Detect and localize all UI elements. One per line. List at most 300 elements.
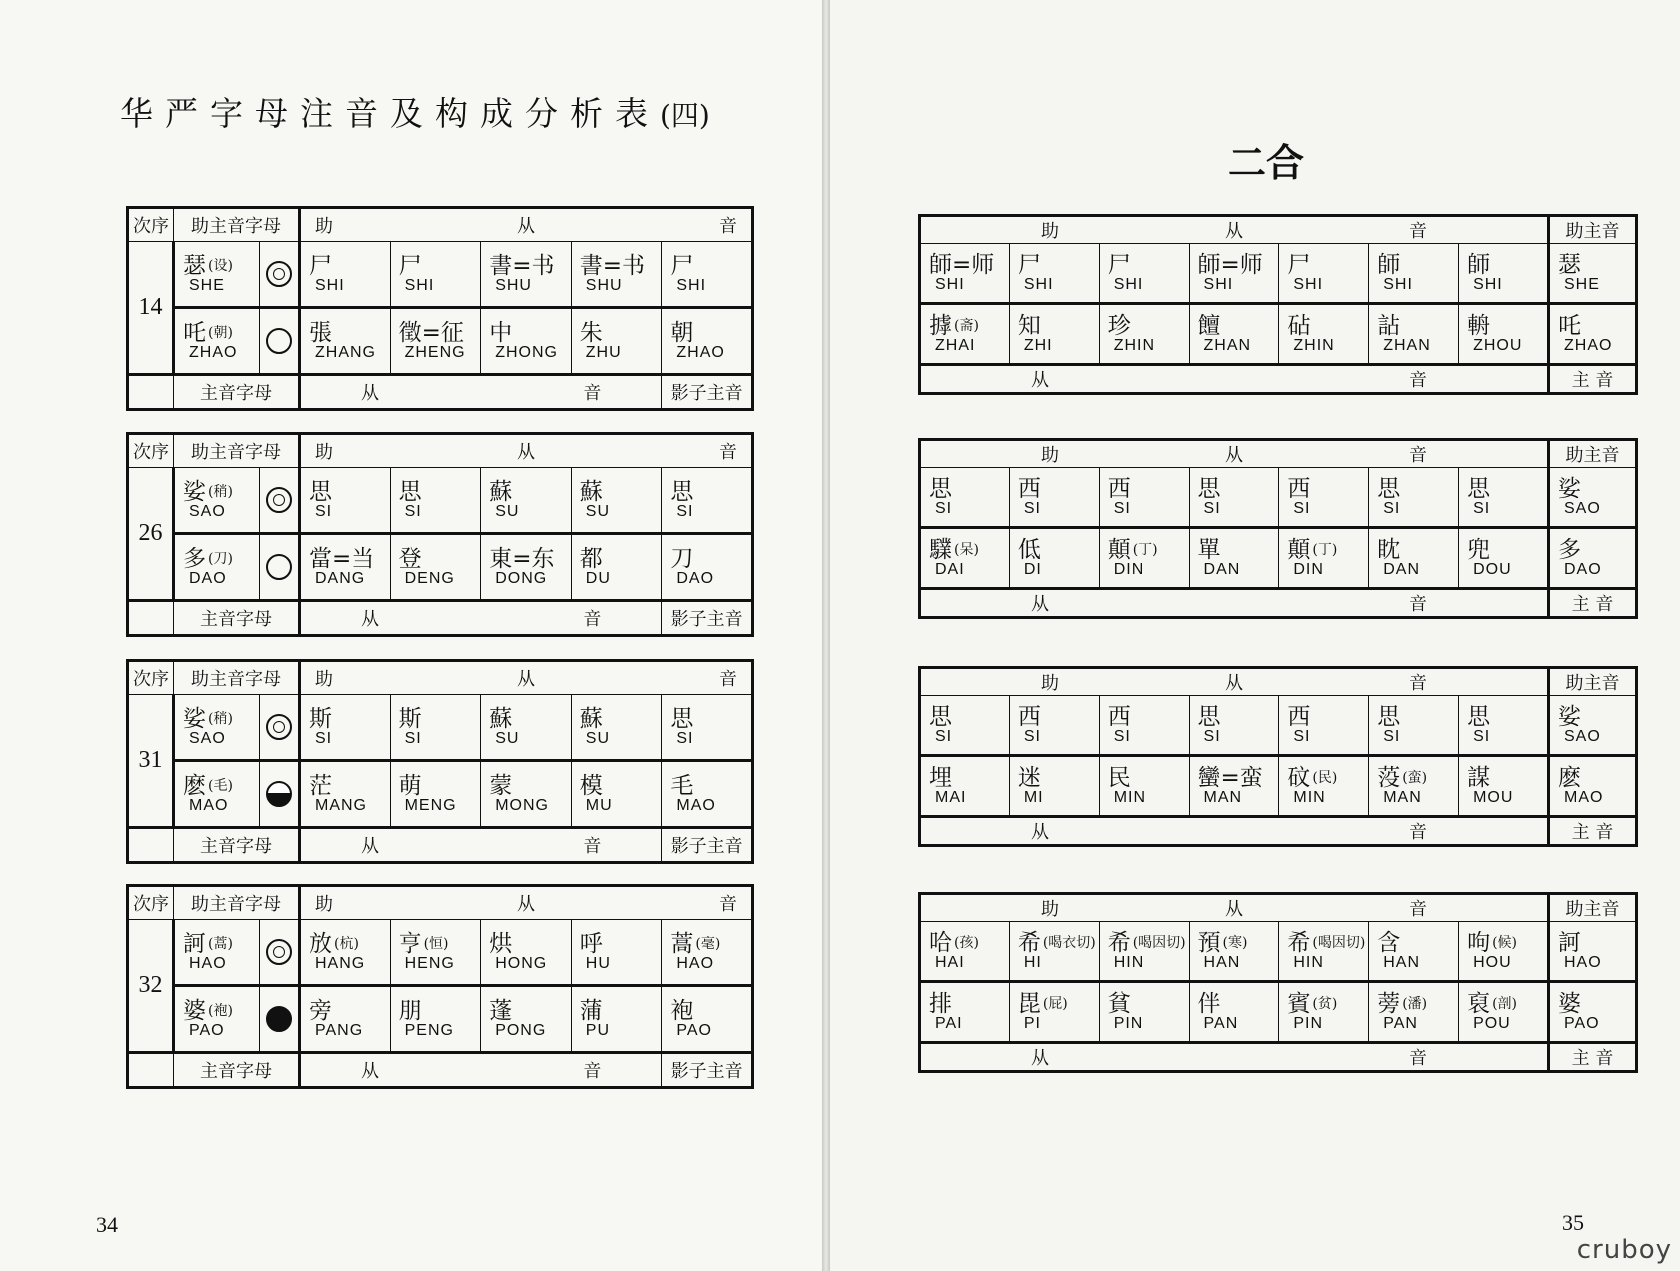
table-cell xyxy=(1369,244,1459,304)
character: 吒 xyxy=(1558,312,1581,339)
character: 西 xyxy=(1017,475,1041,502)
pinyin: ZHIN xyxy=(1293,336,1335,354)
annotation: (贫) xyxy=(1312,996,1338,1013)
annotation: (喝因切) xyxy=(1312,935,1366,952)
half-circle-icon xyxy=(266,781,292,807)
table-cell xyxy=(1009,756,1099,817)
table-cell xyxy=(662,986,753,1053)
table-cell xyxy=(662,920,753,986)
table-cell xyxy=(1459,982,1549,1043)
character: 思 xyxy=(670,478,694,505)
table-cell xyxy=(390,986,481,1053)
pinyin: MU xyxy=(585,796,613,814)
footer-main: 主音字母 xyxy=(174,1053,300,1088)
table-cell xyxy=(1459,244,1549,304)
pinyin: SHI xyxy=(1203,275,1234,293)
pinyin: POU xyxy=(1473,1014,1511,1032)
character: 亨 (恒) xyxy=(398,930,449,957)
table-cell xyxy=(571,308,662,375)
pinyin: DAO xyxy=(189,569,227,587)
annotation: (屁) xyxy=(1042,996,1068,1013)
double-circle-icon xyxy=(266,261,292,287)
annotation: (呆) xyxy=(954,542,979,559)
footer-shadow: 影子主音 xyxy=(662,601,753,636)
table-cell xyxy=(1369,756,1459,817)
table-cell xyxy=(481,242,572,308)
character: 蒿 (毫) xyxy=(670,930,721,957)
header-helper-main: 助主音字母 xyxy=(174,434,300,468)
table-cell xyxy=(1189,244,1279,304)
annotation: (剖) xyxy=(1492,996,1517,1013)
table-cell xyxy=(571,920,662,986)
character: 單 xyxy=(1197,536,1221,563)
pinyin: ZHAO xyxy=(189,343,238,361)
character: 娑 xyxy=(1558,475,1581,502)
pinyin: SU xyxy=(495,502,520,520)
annotation: (蛮) xyxy=(1402,770,1428,787)
pinyin: HAO xyxy=(1564,953,1602,971)
character: 娑 (稍) xyxy=(183,705,233,732)
character: 蒲 xyxy=(579,997,603,1024)
table-cell xyxy=(1099,922,1189,982)
table-cell xyxy=(1099,528,1189,589)
pinyin: HAN xyxy=(1203,953,1241,971)
annotation: (蒿) xyxy=(208,936,233,953)
footer-from-sound: 从 音 xyxy=(920,589,1549,618)
pinyin: MAN xyxy=(1203,788,1243,806)
double-circle-icon xyxy=(266,939,292,965)
pinyin: SHI xyxy=(1113,275,1144,293)
character: 莈 (蛮) xyxy=(1377,764,1428,791)
pinyin: PAN xyxy=(1383,1014,1418,1032)
pinyin: SI xyxy=(1383,727,1401,745)
character: 斯 xyxy=(309,705,332,732)
pinyin: MIN xyxy=(1293,788,1326,806)
table-cell xyxy=(1189,756,1279,817)
header-helper-from-sound: 助 从 音 xyxy=(300,661,753,695)
table-cell xyxy=(571,468,662,534)
character: 哈 (孩) xyxy=(929,929,979,956)
table-cell xyxy=(1189,922,1279,982)
footer-from-sound: 从 音 xyxy=(300,375,662,410)
table-cell xyxy=(920,756,1010,817)
table-cell xyxy=(390,534,481,601)
two-combination-table xyxy=(918,438,1638,619)
footer-from-sound: 从 音 xyxy=(920,1043,1549,1072)
table-cell xyxy=(1459,304,1549,365)
character: 書=书 xyxy=(579,252,646,279)
footer-from-sound: 从 音 xyxy=(920,817,1549,846)
footer-main: 主音字母 xyxy=(174,375,300,410)
table-cell xyxy=(1369,528,1459,589)
pinyin: HAN xyxy=(1383,953,1420,971)
table-cell xyxy=(481,468,572,534)
left-page xyxy=(0,0,822,1271)
table-cell xyxy=(481,761,572,828)
pinyin: DANG xyxy=(315,569,366,587)
header-order: 次序 xyxy=(128,661,174,695)
header-helper-main: 助主音 xyxy=(1549,440,1637,468)
character: 放 (杭) xyxy=(309,930,359,957)
pinyin: HIN xyxy=(1113,953,1145,971)
table-cell xyxy=(920,922,1010,982)
character: 師 xyxy=(1467,251,1491,278)
annotation: (毛) xyxy=(208,778,233,795)
table-cell xyxy=(481,695,572,761)
pinyin: SHE xyxy=(1564,275,1600,293)
character: 摢 (斋) xyxy=(929,312,979,339)
pinyin: PAI xyxy=(935,1014,963,1032)
character: 尸 xyxy=(1287,251,1311,278)
pinyin: MAO xyxy=(189,796,229,814)
pinyin: SHI xyxy=(1023,275,1054,293)
annotation: (设) xyxy=(208,258,233,275)
table-cell xyxy=(920,696,1010,756)
pinyin: SI xyxy=(935,499,953,517)
header-helper-from-sound: 助 从 音 xyxy=(920,216,1549,244)
pinyin: SI xyxy=(935,727,953,745)
table-cell xyxy=(920,982,1010,1043)
character: 思 xyxy=(1377,703,1401,730)
table-cell xyxy=(1459,468,1549,528)
character: 低 xyxy=(1017,536,1041,563)
order-number: 26 xyxy=(128,468,174,601)
footer-from-sound: 从 音 xyxy=(300,601,662,636)
character: 砇 (民) xyxy=(1287,764,1338,791)
character: 蘇 xyxy=(579,478,603,505)
header-helper-from-sound: 助 从 音 xyxy=(920,668,1549,696)
pinyin: PAN xyxy=(1203,1014,1239,1032)
main-letter xyxy=(174,695,260,761)
pinyin: HONG xyxy=(495,954,548,972)
annotation: (斋) xyxy=(954,318,979,335)
table-cell xyxy=(300,986,391,1053)
character: 麽 xyxy=(1558,764,1581,791)
analysis-table xyxy=(126,206,754,411)
table-cell xyxy=(390,695,481,761)
annotation: (民) xyxy=(1312,770,1338,787)
table-cell xyxy=(481,986,572,1053)
pinyin: MAO xyxy=(1564,788,1604,806)
character: 迷 xyxy=(1017,764,1041,791)
table-cell xyxy=(1099,696,1189,756)
pinyin: ZHAO xyxy=(676,343,725,361)
header-helper-from-sound: 助 从 音 xyxy=(300,208,753,242)
pinyin: SHI xyxy=(1293,275,1324,293)
pinyin: ZHAO xyxy=(1564,336,1613,354)
character: 希 (喝因切) xyxy=(1107,929,1186,956)
character: 茫 xyxy=(309,772,332,799)
book-gutter xyxy=(822,0,830,1271)
pinyin: SHE xyxy=(189,276,225,294)
pinyin: SU xyxy=(585,729,611,747)
pinyin: ZHIN xyxy=(1113,336,1156,354)
header-helper-main: 助主音 xyxy=(1549,668,1637,696)
pinyin: SI xyxy=(404,502,422,520)
character: 模 xyxy=(579,772,603,799)
character: 思 xyxy=(1197,475,1221,502)
table-cell xyxy=(1369,468,1459,528)
table-cell xyxy=(1189,528,1279,589)
character: 萌 xyxy=(398,772,422,799)
main-letter xyxy=(174,986,260,1053)
page-number-left: 34 xyxy=(96,1212,118,1237)
character: 希 (喝衣切) xyxy=(1017,929,1096,956)
pinyin: SHI xyxy=(935,275,965,293)
pinyin: PI xyxy=(1023,1014,1041,1032)
character: 娑 xyxy=(1558,703,1581,730)
symbol-cell xyxy=(260,761,300,828)
footer-shadow: 影子主音 xyxy=(662,828,753,863)
pinyin: SI xyxy=(315,502,333,520)
table-cell xyxy=(920,468,1010,528)
annotation: (毫) xyxy=(695,936,721,953)
table-cell xyxy=(920,244,1010,304)
symbol-cell xyxy=(260,242,300,308)
footer-from-sound: 从 音 xyxy=(920,365,1549,394)
pinyin: SU xyxy=(495,729,520,747)
character: 袍 xyxy=(670,997,694,1024)
pinyin: SAO xyxy=(1564,727,1601,745)
footer-from-sound: 从 音 xyxy=(300,828,662,863)
table-cell xyxy=(1369,696,1459,756)
symbol-cell xyxy=(260,534,300,601)
annotation: (恒) xyxy=(423,936,449,953)
table-cell xyxy=(1279,982,1369,1043)
symbol-cell xyxy=(260,920,300,986)
analysis-table xyxy=(126,659,754,864)
character: 毘 (屁) xyxy=(1017,990,1068,1017)
character: 希 (喝因切) xyxy=(1287,929,1366,956)
annotation: (朝) xyxy=(208,325,233,342)
section-title: 二合 xyxy=(1228,141,1305,185)
annotation: (丁) xyxy=(1312,542,1338,559)
character: 師=师 xyxy=(1197,251,1263,278)
pinyin: DAO xyxy=(676,569,715,587)
table-cell xyxy=(1189,468,1279,528)
character: 思 xyxy=(309,478,332,505)
character: 賓 (贫) xyxy=(1287,990,1338,1017)
main-letter xyxy=(1549,528,1637,589)
pinyin: DAI xyxy=(935,560,965,578)
pinyin: HAI xyxy=(935,953,965,971)
pinyin: SI xyxy=(1023,499,1041,517)
table-cell xyxy=(390,920,481,986)
order-number: 14 xyxy=(128,242,174,375)
main-letter xyxy=(1549,244,1637,304)
pinyin: MAI xyxy=(935,788,967,806)
table-cell xyxy=(920,528,1010,589)
annotation: (稍) xyxy=(208,711,233,728)
table-cell xyxy=(1009,304,1099,365)
pinyin: SI xyxy=(1113,727,1131,745)
character: 含 xyxy=(1377,929,1401,956)
table-cell xyxy=(1459,696,1549,756)
order-number: 32 xyxy=(128,920,174,1053)
main-letter xyxy=(1549,922,1637,982)
pinyin: SAO xyxy=(1564,499,1601,517)
pinyin: MIN xyxy=(1113,788,1147,806)
character: 刀 xyxy=(670,545,694,572)
character: 呴 (候) xyxy=(1467,929,1517,956)
footer-shadow: 影子主音 xyxy=(662,375,753,410)
pinyin: SI xyxy=(1383,499,1401,517)
table-cell xyxy=(1279,696,1369,756)
table-cell xyxy=(1009,982,1099,1043)
character: 尸 xyxy=(398,252,422,279)
pinyin: ZHU xyxy=(585,343,622,361)
character: 蒡 (潘) xyxy=(1377,990,1428,1017)
symbol-cell xyxy=(260,308,300,375)
footer-main: 主音字母 xyxy=(174,601,300,636)
table-cell xyxy=(300,468,391,534)
character: 思 xyxy=(929,703,952,730)
character: 毛 xyxy=(670,772,694,799)
right-page xyxy=(830,0,1680,1271)
footer-main: 主 音 xyxy=(1549,817,1637,846)
pinyin: PIN xyxy=(1113,1014,1144,1032)
annotation: (喝因切) xyxy=(1132,935,1186,952)
pinyin: PAO xyxy=(189,1021,225,1039)
character: 師 xyxy=(1377,251,1401,278)
character: 饘 xyxy=(1197,312,1221,339)
double-circle-icon xyxy=(266,487,292,513)
character: 師=师 xyxy=(929,251,995,278)
main-letter xyxy=(174,468,260,534)
character: 多 (刀) xyxy=(183,545,233,572)
character: 詀 xyxy=(1377,312,1401,339)
pinyin: MOU xyxy=(1473,788,1514,806)
header-helper-main: 助主音字母 xyxy=(174,886,300,920)
pinyin: SI xyxy=(1023,727,1041,745)
table-cell xyxy=(300,534,391,601)
table-cell xyxy=(1279,528,1369,589)
character: 尸 xyxy=(1107,251,1131,278)
character: 思 xyxy=(1377,475,1401,502)
main-letter xyxy=(174,761,260,828)
character: 西 xyxy=(1017,703,1041,730)
table-cell xyxy=(1279,922,1369,982)
table-cell xyxy=(662,761,753,828)
table-cell xyxy=(662,468,753,534)
character: 書=书 xyxy=(489,252,555,279)
analysis-table xyxy=(126,884,754,1089)
pinyin: SI xyxy=(676,729,694,747)
pinyin: DAN xyxy=(1383,560,1420,578)
annotation: (丁) xyxy=(1132,542,1158,559)
character: 驜 (呆) xyxy=(929,536,979,563)
table-cell xyxy=(300,308,391,375)
table-cell xyxy=(1189,696,1279,756)
analysis-table xyxy=(126,432,754,637)
pinyin: DAN xyxy=(1203,560,1241,578)
pinyin: PU xyxy=(585,1021,611,1039)
table-cell xyxy=(662,308,753,375)
character: 訶 xyxy=(1558,929,1581,956)
table-cell xyxy=(920,304,1010,365)
character: 斯 xyxy=(398,705,422,732)
pinyin: ZHAI xyxy=(935,336,976,354)
table-cell xyxy=(481,534,572,601)
table-cell xyxy=(1189,304,1279,365)
symbol-cell xyxy=(260,695,300,761)
pinyin: SI xyxy=(1203,727,1221,745)
order-number: 31 xyxy=(128,695,174,828)
character: 蘇 xyxy=(489,478,513,505)
header-order: 次序 xyxy=(128,434,174,468)
table-cell xyxy=(1459,756,1549,817)
footer-main: 主 音 xyxy=(1549,589,1637,618)
header-helper-from-sound: 助 从 音 xyxy=(300,886,753,920)
pinyin: PANG xyxy=(315,1021,364,1039)
two-combination-table xyxy=(918,214,1638,395)
character: 尸 xyxy=(309,252,332,279)
pinyin: DONG xyxy=(495,569,548,587)
character: 伴 xyxy=(1197,990,1221,1017)
character: 中 xyxy=(489,319,513,346)
character: 預 (寒) xyxy=(1197,929,1248,956)
character: 西 xyxy=(1287,475,1311,502)
character: 朱 xyxy=(579,319,603,346)
annotation: (袍) xyxy=(208,1003,233,1020)
annotation: (喝衣切) xyxy=(1042,935,1096,952)
character: 吒 (朝) xyxy=(183,319,233,346)
character: 旁 xyxy=(309,997,332,1024)
table-cell xyxy=(1189,982,1279,1043)
main-letter xyxy=(174,920,260,986)
pinyin: MI xyxy=(1023,788,1044,806)
table-cell xyxy=(1279,244,1369,304)
pinyin: ZHONG xyxy=(495,343,558,361)
pinyin: HANG xyxy=(315,954,366,972)
table-cell xyxy=(571,242,662,308)
character: 麽 (毛) xyxy=(183,772,233,799)
table-cell xyxy=(390,242,481,308)
pinyin: MAO xyxy=(676,796,716,814)
pinyin: SHI xyxy=(315,276,345,294)
pinyin: PONG xyxy=(495,1021,547,1039)
pinyin: HAO xyxy=(676,954,715,972)
character: 登 xyxy=(398,545,422,572)
character: 思 xyxy=(398,478,422,505)
watermark-text: cruboy xyxy=(1576,1235,1672,1265)
character: 娑 (稍) xyxy=(183,478,233,505)
pinyin: SHU xyxy=(585,276,623,294)
character: 張 xyxy=(309,319,332,346)
annotation: (刀) xyxy=(208,551,233,568)
header-helper-main: 助主音字母 xyxy=(174,661,300,695)
table-cell xyxy=(571,695,662,761)
character: 東=东 xyxy=(489,545,555,572)
pinyin: DIN xyxy=(1113,560,1145,578)
pinyin: DI xyxy=(1023,560,1042,578)
pinyin: SHI xyxy=(1473,275,1503,293)
character: 訶 (蒿) xyxy=(183,930,233,957)
pinyin: DOU xyxy=(1473,560,1512,578)
circle-icon xyxy=(266,328,292,354)
pinyin: SAO xyxy=(189,729,226,747)
table-cell xyxy=(1369,304,1459,365)
character: 珍 xyxy=(1107,312,1131,339)
character: 徵=征 xyxy=(398,319,464,346)
character: 謀 xyxy=(1467,764,1491,791)
main-letter xyxy=(1549,696,1637,756)
table-cell xyxy=(300,920,391,986)
pinyin: HU xyxy=(585,954,611,972)
annotation: (潘) xyxy=(1402,996,1428,1013)
pinyin: MONG xyxy=(495,796,549,814)
header-helper-from-sound: 助 从 音 xyxy=(920,440,1549,468)
